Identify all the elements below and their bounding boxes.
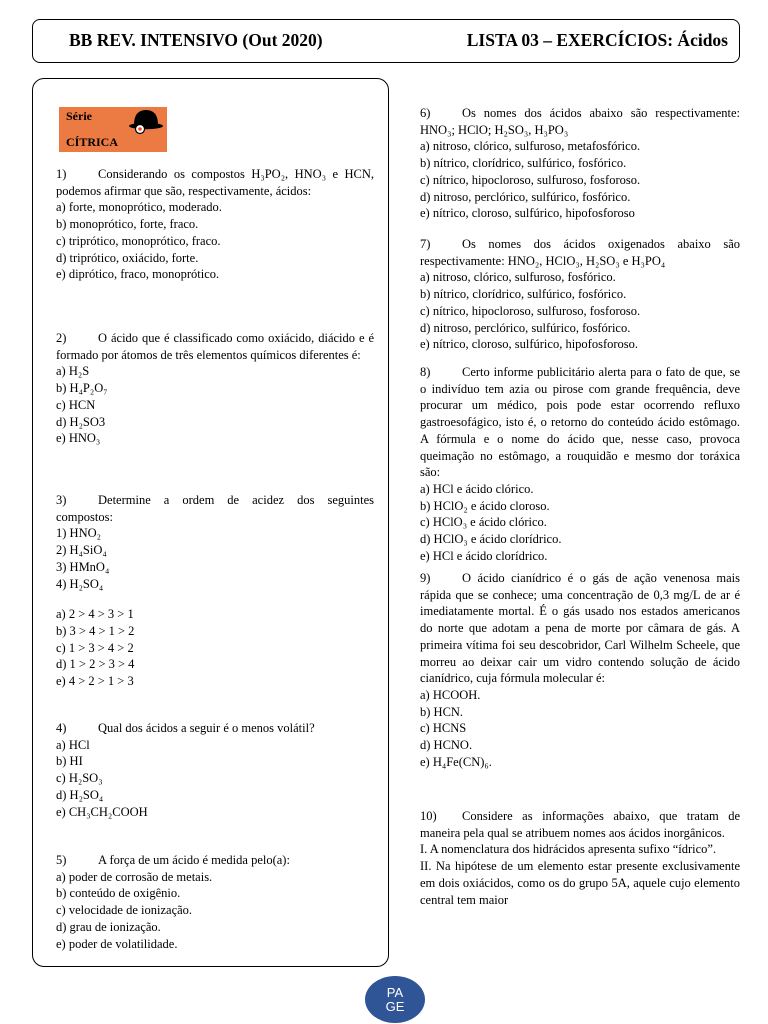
question-6 <box>420 105 740 222</box>
question-10 <box>420 808 740 908</box>
question-number: 5) <box>56 853 67 867</box>
option-b: b) 3 > 4 > 1 > 2 <box>56 623 135 638</box>
option-a: a) HCl e ácido clórico. <box>420 481 534 496</box>
question-stem: O ácido cianídrico é o gás de ação venenosa mais rápida que se conhece; uma concentração de 0,3 mg/L de ar é imediatamente mortal. É o gás usado nos estados americanos do norte que adotam a pena de morte por câmara de gás. A primeira vítima foi seu descobridor, Carl Wilhelm Scheele, que morreu ao deixar cair um vidro contendo solução de ácido cianídrico, cuja fórmula molecular é: <box>420 571 740 686</box>
option-d: d) HCNO. <box>420 738 473 753</box>
badge-line2: CÍTRICA <box>66 135 119 149</box>
option-c: c) H₂SO₃ <box>56 771 103 786</box>
option-d: d) H₂SO3 <box>56 414 106 429</box>
page-header <box>32 19 740 63</box>
option-b: b) monoprótico, forte, fraco. <box>56 217 199 232</box>
question-number: 8) <box>420 365 431 379</box>
question-8 <box>420 364 740 564</box>
option-b: b) HClO₂ e ácido cloroso. <box>420 498 550 513</box>
compound-4: 4) H₂SO₄ <box>56 576 104 591</box>
option-c: c) nítrico, hipocloroso, sulfuroso, fosforoso. <box>420 303 641 318</box>
badge-line1: Série <box>66 109 92 123</box>
option-c: c) HClO₃ e ácido clórico. <box>420 515 547 530</box>
option-e: e) H₄Fe(CN)₆. <box>420 754 492 769</box>
option-b: b) HCN. <box>420 704 464 719</box>
option-b: b) HI <box>56 754 83 769</box>
option-a: a) poder de corrosão de metais. <box>56 869 213 884</box>
question-stem: Determine a ordem de acidez dos seguintes compostos: <box>56 493 374 524</box>
option-b: b) H₄P₂O₇ <box>56 381 108 396</box>
option-e: e) HCl e ácido clorídrico. <box>420 548 548 563</box>
option-a: a) forte, monoprótico, moderado. <box>56 200 222 215</box>
page-number-badge <box>365 976 425 1023</box>
option-a: a) HCOOH. <box>420 687 481 702</box>
option-c: c) HCNS <box>420 721 467 736</box>
bowler-hat-icon <box>128 107 164 135</box>
option-d: d) H₂SO₄ <box>56 787 104 802</box>
question-stem: Certo informe publicitário alerta para o fato de que, se o indivíduo tem azia ou pirose com grande frequência, deve procurar um médico, pois pode estar ocorrendo refluxo gastroesofágico, isto é, o retorno do conteúdo ácido estômago. A fórmula e o nome do ácido que, nesse caso, provoca queimação no estômago, a rouquidão e mesmo dor toráxica são: <box>420 365 740 480</box>
list-title: LISTA 03 – EXERCÍCIOS: Ácidos <box>466 30 728 50</box>
option-a: a) nitroso, clórico, sulfuroso, fosfórico. <box>420 270 616 285</box>
option-e: e) nítrico, cloroso, sulfúrico, hipofosforoso. <box>420 337 639 352</box>
option-c: c) 1 > 3 > 4 > 2 <box>56 640 134 655</box>
question-number: 9) <box>420 571 431 585</box>
question-stem: Os nomes dos ácidos abaixo são respectivamente: HNO₃; HClO; H₂SO₃, H₃PO₃ <box>420 106 740 137</box>
question-3 <box>56 492 374 690</box>
question-7 <box>420 236 740 353</box>
question-number: 3) <box>56 493 67 507</box>
question-number: 1) <box>56 167 67 181</box>
option-d: d) grau de ionização. <box>56 919 161 934</box>
question-stem: Qual dos ácidos a seguir é o menos volátil? <box>98 721 315 735</box>
page-label-line2: GE <box>385 998 405 1014</box>
compound-1: 1) HNO₂ <box>56 526 101 541</box>
option-a: a) HCl <box>56 737 90 752</box>
question-stem: Considerando os compostos H₃PO₂, HNO₃ e HCN, podemos afirmar que são, respectivamente, ácidos: <box>56 167 374 198</box>
question-number: 7) <box>420 237 431 251</box>
option-c: c) triprótico, monoprótico, fraco. <box>56 233 221 248</box>
option-a: a) nitroso, clórico, sulfuroso, metafosfórico. <box>420 139 641 154</box>
question-number: 2) <box>56 331 67 345</box>
question-5 <box>56 852 374 952</box>
option-a: a) H₂S <box>56 364 90 379</box>
option-b: b) nítrico, clorídrico, sulfúrico, fosfórico. <box>420 156 627 171</box>
option-d: d) nitroso, perclórico, sulfúrico, fosfórico. <box>420 320 631 335</box>
course-title: BB REV. INTENSIVO (Out 2020) <box>69 30 323 50</box>
option-e: e) 4 > 2 > 1 > 3 <box>56 674 134 689</box>
option-e: e) nítrico, cloroso, sulfúrico, hipofosforoso <box>420 206 635 221</box>
option-c: c) HCN <box>56 397 96 412</box>
compound-3: 3) HMnO₄ <box>56 559 110 574</box>
option-a: a) 2 > 4 > 3 > 1 <box>56 607 134 622</box>
question-number: 6) <box>420 106 431 120</box>
option-d: d) triprótico, oxiácido, forte. <box>56 250 199 265</box>
question-9 <box>420 570 740 770</box>
question-number: 4) <box>56 721 67 735</box>
option-d: d) HClO₃ e ácido clorídrico. <box>420 532 562 547</box>
option-d: d) nitroso, perclórico, sulfúrico, fosfórico. <box>420 189 631 204</box>
option-d: d) 1 > 2 > 3 > 4 <box>56 657 135 672</box>
question-stem: Considere as informações abaixo, que tratam de maneira pela qual se atribuem nomes aos ácidos inorgânicos. <box>420 809 740 840</box>
page-label-line1: PA <box>386 984 404 1000</box>
question-number: 10) <box>420 809 437 823</box>
question-stem: O ácido que é classificado como oxiácido, diácido e é formado por átomos de três elementos químicos diferentes é: <box>56 331 374 362</box>
option-b: b) nítrico, clorídrico, sulfúrico, fosfórico. <box>420 287 627 302</box>
question-2 <box>56 330 374 447</box>
option-e: e) diprótico, fraco, monoprótico. <box>56 267 220 282</box>
option-e: e) HNO₃ <box>56 431 101 446</box>
option-c: c) velocidade de ionização. <box>56 903 193 918</box>
question-stem: A força de um ácido é medida pelo(a): <box>98 853 290 867</box>
option-b: b) conteúdo de oxigênio. <box>56 886 181 901</box>
statement-2: II. Na hipótese de um elemento estar presente exclusivamente em dois oxiácidos, como os do grupo 5A, aquele cujo elemento central tem maior <box>420 859 740 907</box>
statement-1: I. A nomenclatura dos hidrácidos apresenta sufixo “ídrico”. <box>420 842 717 857</box>
option-c: c) nítrico, hipocloroso, sulfuroso, fosforoso. <box>420 172 641 187</box>
question-4 <box>56 720 374 820</box>
option-e: e) poder de volatilidade. <box>56 936 178 951</box>
compound-2: 2) H₄SiO₄ <box>56 543 107 558</box>
question-stem: Os nomes dos ácidos oxigenados abaixo são respectivamente: HNO₂, HClO₃, H₂SO₃ e H₃PO₄ <box>420 237 740 268</box>
series-badge <box>59 107 167 152</box>
option-e: e) CH₃CH₂COOH <box>56 804 148 819</box>
question-1 <box>56 166 374 283</box>
